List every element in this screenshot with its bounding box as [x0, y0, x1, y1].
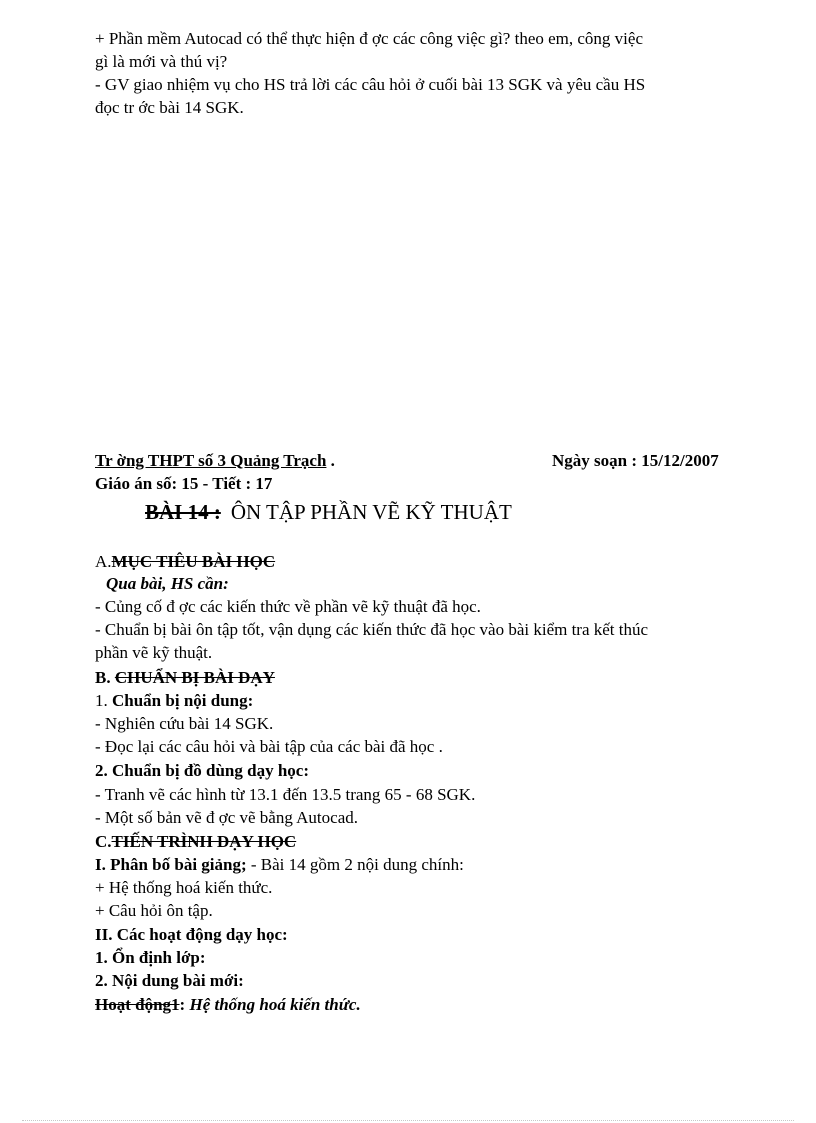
- lesson-title: [145, 498, 512, 526]
- activity-1-title: Hệ thống hoá kiến thức.: [185, 995, 361, 1014]
- preparation-date: Ngày soạn : 15/12/2007: [552, 451, 719, 470]
- section-a-item-2-line-1: - Chuẩn bị bài ôn tập tốt, vận dụng các kiến thức đã học vào bài kiểm tra kết thúc: [95, 620, 649, 639]
- section-c-part-1-title: I. Phân bố bài giảng;: [95, 855, 247, 874]
- section-b-prefix: B.: [95, 668, 111, 687]
- section-a-subheading: Qua bài, HS cần:: [106, 574, 229, 593]
- activity-1-heading: [95, 994, 361, 1016]
- section-c-part-2-title: II. Các hoạt động dạy học:: [95, 925, 288, 944]
- section-c-title: TIẾN TRÌNH DẠY HỌC: [111, 832, 297, 851]
- section-c-part-1-item-2: + Câu hỏi ôn tập.: [95, 901, 213, 920]
- intro-line-4: đọc tr ớc bài 14 SGK.: [95, 98, 244, 117]
- section-c-step-1: 1. Ổn định lớp:: [95, 948, 206, 967]
- section-b-sub-1-number: 1.: [95, 691, 108, 710]
- section-b-sub-2-item-1: - Tranh vẽ các hình từ 13.1 đến 13.5 trang 65 - 68 SGK.: [95, 785, 476, 804]
- school-name: [95, 450, 335, 472]
- section-b-heading: [95, 667, 275, 689]
- section-c-part-1-rest: - Bài 14 gồm 2 nội dung chính:: [246, 855, 464, 874]
- lesson-plan-number: Giáo án số: 15 - Tiết : 17: [95, 474, 273, 493]
- school-name-suffix: .: [326, 451, 335, 470]
- section-b-sub-1-title: Chuẩn bị nội dung:: [112, 691, 254, 710]
- intro-line-3: - GV giao nhiệm vụ cho HS trả lời các câu hỏi ở cuối bài 13 SGK và yêu cầu HS: [95, 75, 646, 94]
- section-a-heading: [95, 551, 275, 573]
- activity-1-label: Hoạt động1: [95, 995, 180, 1014]
- section-c-part-1: [95, 854, 464, 876]
- school-name-text: Tr ờng THPT số 3 Quảng Trạch: [95, 451, 327, 470]
- lesson-title-text: ÔN TẬP PHẦN VẼ KỸ THUẬT: [230, 500, 512, 524]
- intro-line-1: + Phần mềm Autocad có thể thực hiện đ ợc các công việc gì? theo em, công việc: [95, 29, 643, 48]
- section-b-sub-1: [95, 690, 253, 712]
- section-b-sub-1-item-2: - Đọc lại các câu hỏi và bài tập của các bài đã học .: [95, 737, 443, 756]
- section-b-sub-2-item-2: - Một số bản vẽ đ ợc vẽ bằng Autocad.: [95, 808, 358, 827]
- section-a-item-2-line-2: phần vẽ kỹ thuật.: [95, 643, 213, 662]
- lesson-label: BÀI 14 :: [145, 500, 221, 524]
- section-a-prefix: A.: [95, 552, 112, 571]
- section-c-step-2: 2. Nội dung bài mới:: [95, 971, 244, 990]
- intro-line-2: gì là mới và thú vị?: [95, 52, 228, 71]
- activity-1-colon: :: [179, 995, 186, 1014]
- section-a-item-1: - Củng cố đ ợc các kiến thức về phần vẽ kỹ thuật đã học.: [95, 597, 481, 616]
- page-bottom-rule: [22, 1120, 794, 1121]
- section-a-title: MỤC TIÊU BÀI HỌC: [111, 552, 276, 571]
- section-c-part-1-item-1: + Hệ thống hoá kiến thức.: [95, 878, 273, 897]
- section-b-sub-1-item-1: - Nghiên cứu bài 14 SGK.: [95, 714, 274, 733]
- section-c-heading: [95, 831, 296, 853]
- section-b-sub-2-title: 2. Chuẩn bị đồ dùng dạy học:: [95, 761, 310, 780]
- section-c-prefix: C.: [95, 832, 112, 851]
- section-b-title: CHUẨN BỊ BÀI DẠY: [114, 668, 275, 687]
